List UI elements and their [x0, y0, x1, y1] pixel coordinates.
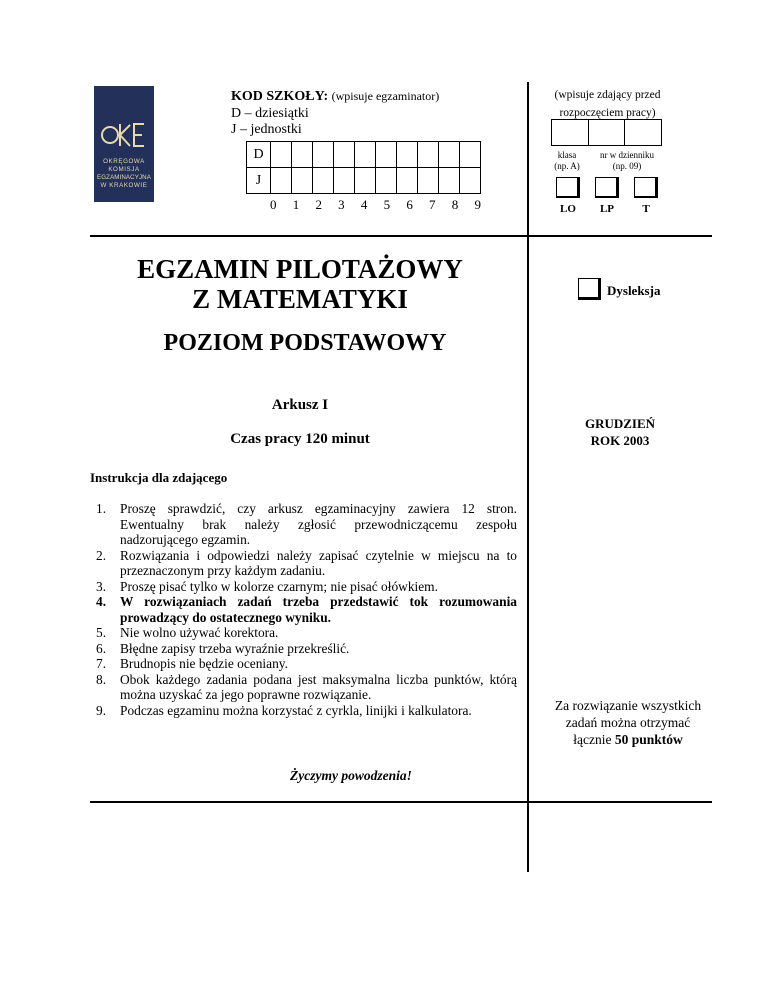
- row-j-label: J: [247, 168, 271, 193]
- digit: 3: [338, 197, 345, 212]
- logo-line-1: OKRĘGOWA: [103, 158, 145, 165]
- code-cell[interactable]: [439, 142, 460, 167]
- exam-date: [540, 415, 700, 449]
- instruction-text: Podczas egzaminu można korzystać z cyrkla, linijki i kalkulatora.: [120, 702, 472, 718]
- digit-scale: [270, 197, 481, 213]
- code-cell[interactable]: [439, 168, 460, 193]
- total-points-prefix: łącznie: [573, 732, 612, 747]
- school-code-legend-d: D – dziesiątki: [231, 106, 309, 121]
- code-cell[interactable]: [313, 168, 334, 193]
- total-points-line-2: zadań można otrzymać: [565, 715, 691, 730]
- school-type-lp-checkbox[interactable]: [595, 177, 619, 198]
- code-cell[interactable]: [334, 142, 355, 167]
- exam-date-year: ROK 2003: [590, 433, 650, 448]
- code-cell[interactable]: [271, 168, 292, 193]
- footer-divider: [90, 801, 712, 803]
- exam-level: POZIOM PODSTAWOWY: [163, 330, 447, 356]
- journal-number-label: nr w dzienniku (np. 09): [600, 150, 654, 171]
- code-cell[interactable]: [355, 142, 376, 167]
- instructions-heading: Instrukcja dla zdającego: [90, 470, 228, 485]
- instruction-number: 2.: [96, 547, 107, 563]
- instruction-item: [90, 672, 517, 703]
- code-cell[interactable]: [271, 142, 292, 167]
- school-type-lo-checkbox[interactable]: [556, 177, 580, 198]
- exam-title-line-1: EGZAMIN PILOTAŻOWY: [137, 254, 463, 284]
- school-type-t-label: T: [642, 203, 650, 215]
- instruction-number: 6.: [96, 640, 107, 656]
- code-cell[interactable]: [397, 142, 418, 167]
- school-type-lp-label: LP: [599, 203, 615, 215]
- instruction-text: Proszę pisać tylko w kolorze czarnym; nie pisać ołówkiem.: [120, 578, 438, 594]
- logo-line-3: EGZAMINACYJNA: [97, 174, 151, 181]
- school-type-t-checkbox[interactable]: [634, 177, 658, 198]
- code-cell[interactable]: [418, 142, 439, 167]
- instruction-item: [90, 579, 517, 595]
- code-cell[interactable]: [460, 142, 480, 167]
- instructions-list: [90, 501, 517, 718]
- instruction-text: Brudnopis nie będzie oceniany.: [120, 656, 288, 671]
- total-points: [533, 697, 723, 748]
- class-number-boxes: [551, 119, 662, 146]
- code-cell[interactable]: [355, 168, 376, 193]
- row-d-label: D: [247, 142, 271, 167]
- instruction-item: [90, 625, 517, 641]
- code-cell[interactable]: [292, 142, 313, 167]
- class-box[interactable]: [552, 120, 589, 145]
- instruction-number: 4.: [96, 594, 107, 609]
- school-code-note: (wpisuje egzaminator): [331, 89, 440, 103]
- instruction-number: 8.: [96, 671, 107, 687]
- number-box-2[interactable]: [625, 120, 661, 145]
- header-divider: [90, 235, 712, 237]
- digit: 1: [292, 197, 300, 212]
- instruction-text: Błędne zapisy trzeba wyraźnie przekreślić.: [120, 640, 350, 656]
- instruction-number: 3.: [96, 578, 107, 594]
- code-cell[interactable]: [334, 168, 355, 193]
- instruction-text: Proszę sprawdzić, czy arkusz egzaminacyjny zawiera 12 stron. Ewentualny brak należy zgłosić przewodniczącemu zespołu nadzorującego egzamin.: [120, 501, 517, 547]
- digit: 6: [406, 197, 413, 212]
- student-box-note: (wpisuje zdający przed rozpoczęciem pracy): [554, 89, 661, 119]
- code-cell[interactable]: [292, 168, 313, 193]
- dyslexia-label: Dysleksja: [607, 283, 661, 298]
- instruction-text: Rozwiązania i odpowiedzi należy zapisać czytelnie w miejscu na to przeznaczonym przy każdym zadaniu.: [120, 547, 517, 578]
- code-cell[interactable]: [313, 142, 334, 167]
- code-cell[interactable]: [376, 168, 397, 193]
- school-code-legend-j: J – jednostki: [231, 122, 302, 137]
- instruction-item: [90, 501, 517, 548]
- school-code-title: [231, 89, 439, 105]
- instruction-item: [90, 656, 517, 672]
- instruction-item: [90, 641, 517, 657]
- total-points-line-3: [533, 731, 723, 748]
- class-label: klasa (np. A): [554, 150, 580, 171]
- logo-line-4: W KRAKOWIE: [100, 182, 148, 189]
- dyslexia-checkbox[interactable]: [578, 278, 601, 300]
- school-code-title-text: KOD SZKOŁY:: [231, 89, 329, 104]
- total-points-value: 50 punktów: [614, 732, 683, 747]
- code-cell[interactable]: [376, 142, 397, 167]
- exam-date-month: GRUDZIEŃ: [584, 416, 656, 431]
- code-cell[interactable]: [460, 168, 480, 193]
- digit: 4: [360, 197, 368, 212]
- instruction-text: Obok każdego zadania podana jest maksymalna liczba punktów, którą można uzyskać za jego poprawne rozwiązanie.: [120, 671, 517, 702]
- instruction-item: [90, 594, 517, 625]
- school-type-lo-label: LO: [560, 203, 576, 215]
- digit: 0: [270, 197, 277, 212]
- oke-logo: [94, 86, 154, 202]
- instruction-number: 1.: [96, 501, 107, 516]
- digit: 7: [429, 197, 436, 212]
- digit: 9: [474, 197, 481, 212]
- exam-sheet: Arkusz I: [271, 397, 329, 413]
- instruction-number: 9.: [96, 702, 107, 718]
- exam-title-line-2: Z MATEMATYKI: [192, 284, 408, 314]
- instruction-text: W rozwiązaniach zadań trzeba przedstawić tok rozumowania prowadzący do ostatecznego wyniku.: [120, 594, 517, 625]
- digit: 8: [451, 197, 459, 212]
- exam-time: Czas pracy 120 minut: [230, 431, 370, 447]
- instruction-number: 5.: [96, 625, 107, 640]
- instruction-text: Nie wolno używać korektora.: [120, 625, 279, 640]
- instruction-item: [90, 548, 517, 579]
- column-divider: [527, 82, 529, 872]
- logo-line-2: KOMISJA: [108, 166, 140, 173]
- oke-logo-mark: [100, 120, 148, 150]
- school-code-row-d: [246, 141, 481, 168]
- instruction-item: [90, 703, 517, 719]
- code-cell[interactable]: [397, 168, 418, 193]
- good-luck-wish: Życzymy powodzenia!: [290, 768, 412, 783]
- instruction-number: 7.: [96, 656, 107, 671]
- digit: 5: [383, 197, 391, 212]
- digit: 2: [315, 197, 322, 212]
- number-box-1[interactable]: [589, 120, 626, 145]
- total-points-line-1: Za rozwiązanie wszystkich: [554, 698, 702, 713]
- school-code-row-j: [246, 167, 481, 194]
- code-cell[interactable]: [418, 168, 439, 193]
